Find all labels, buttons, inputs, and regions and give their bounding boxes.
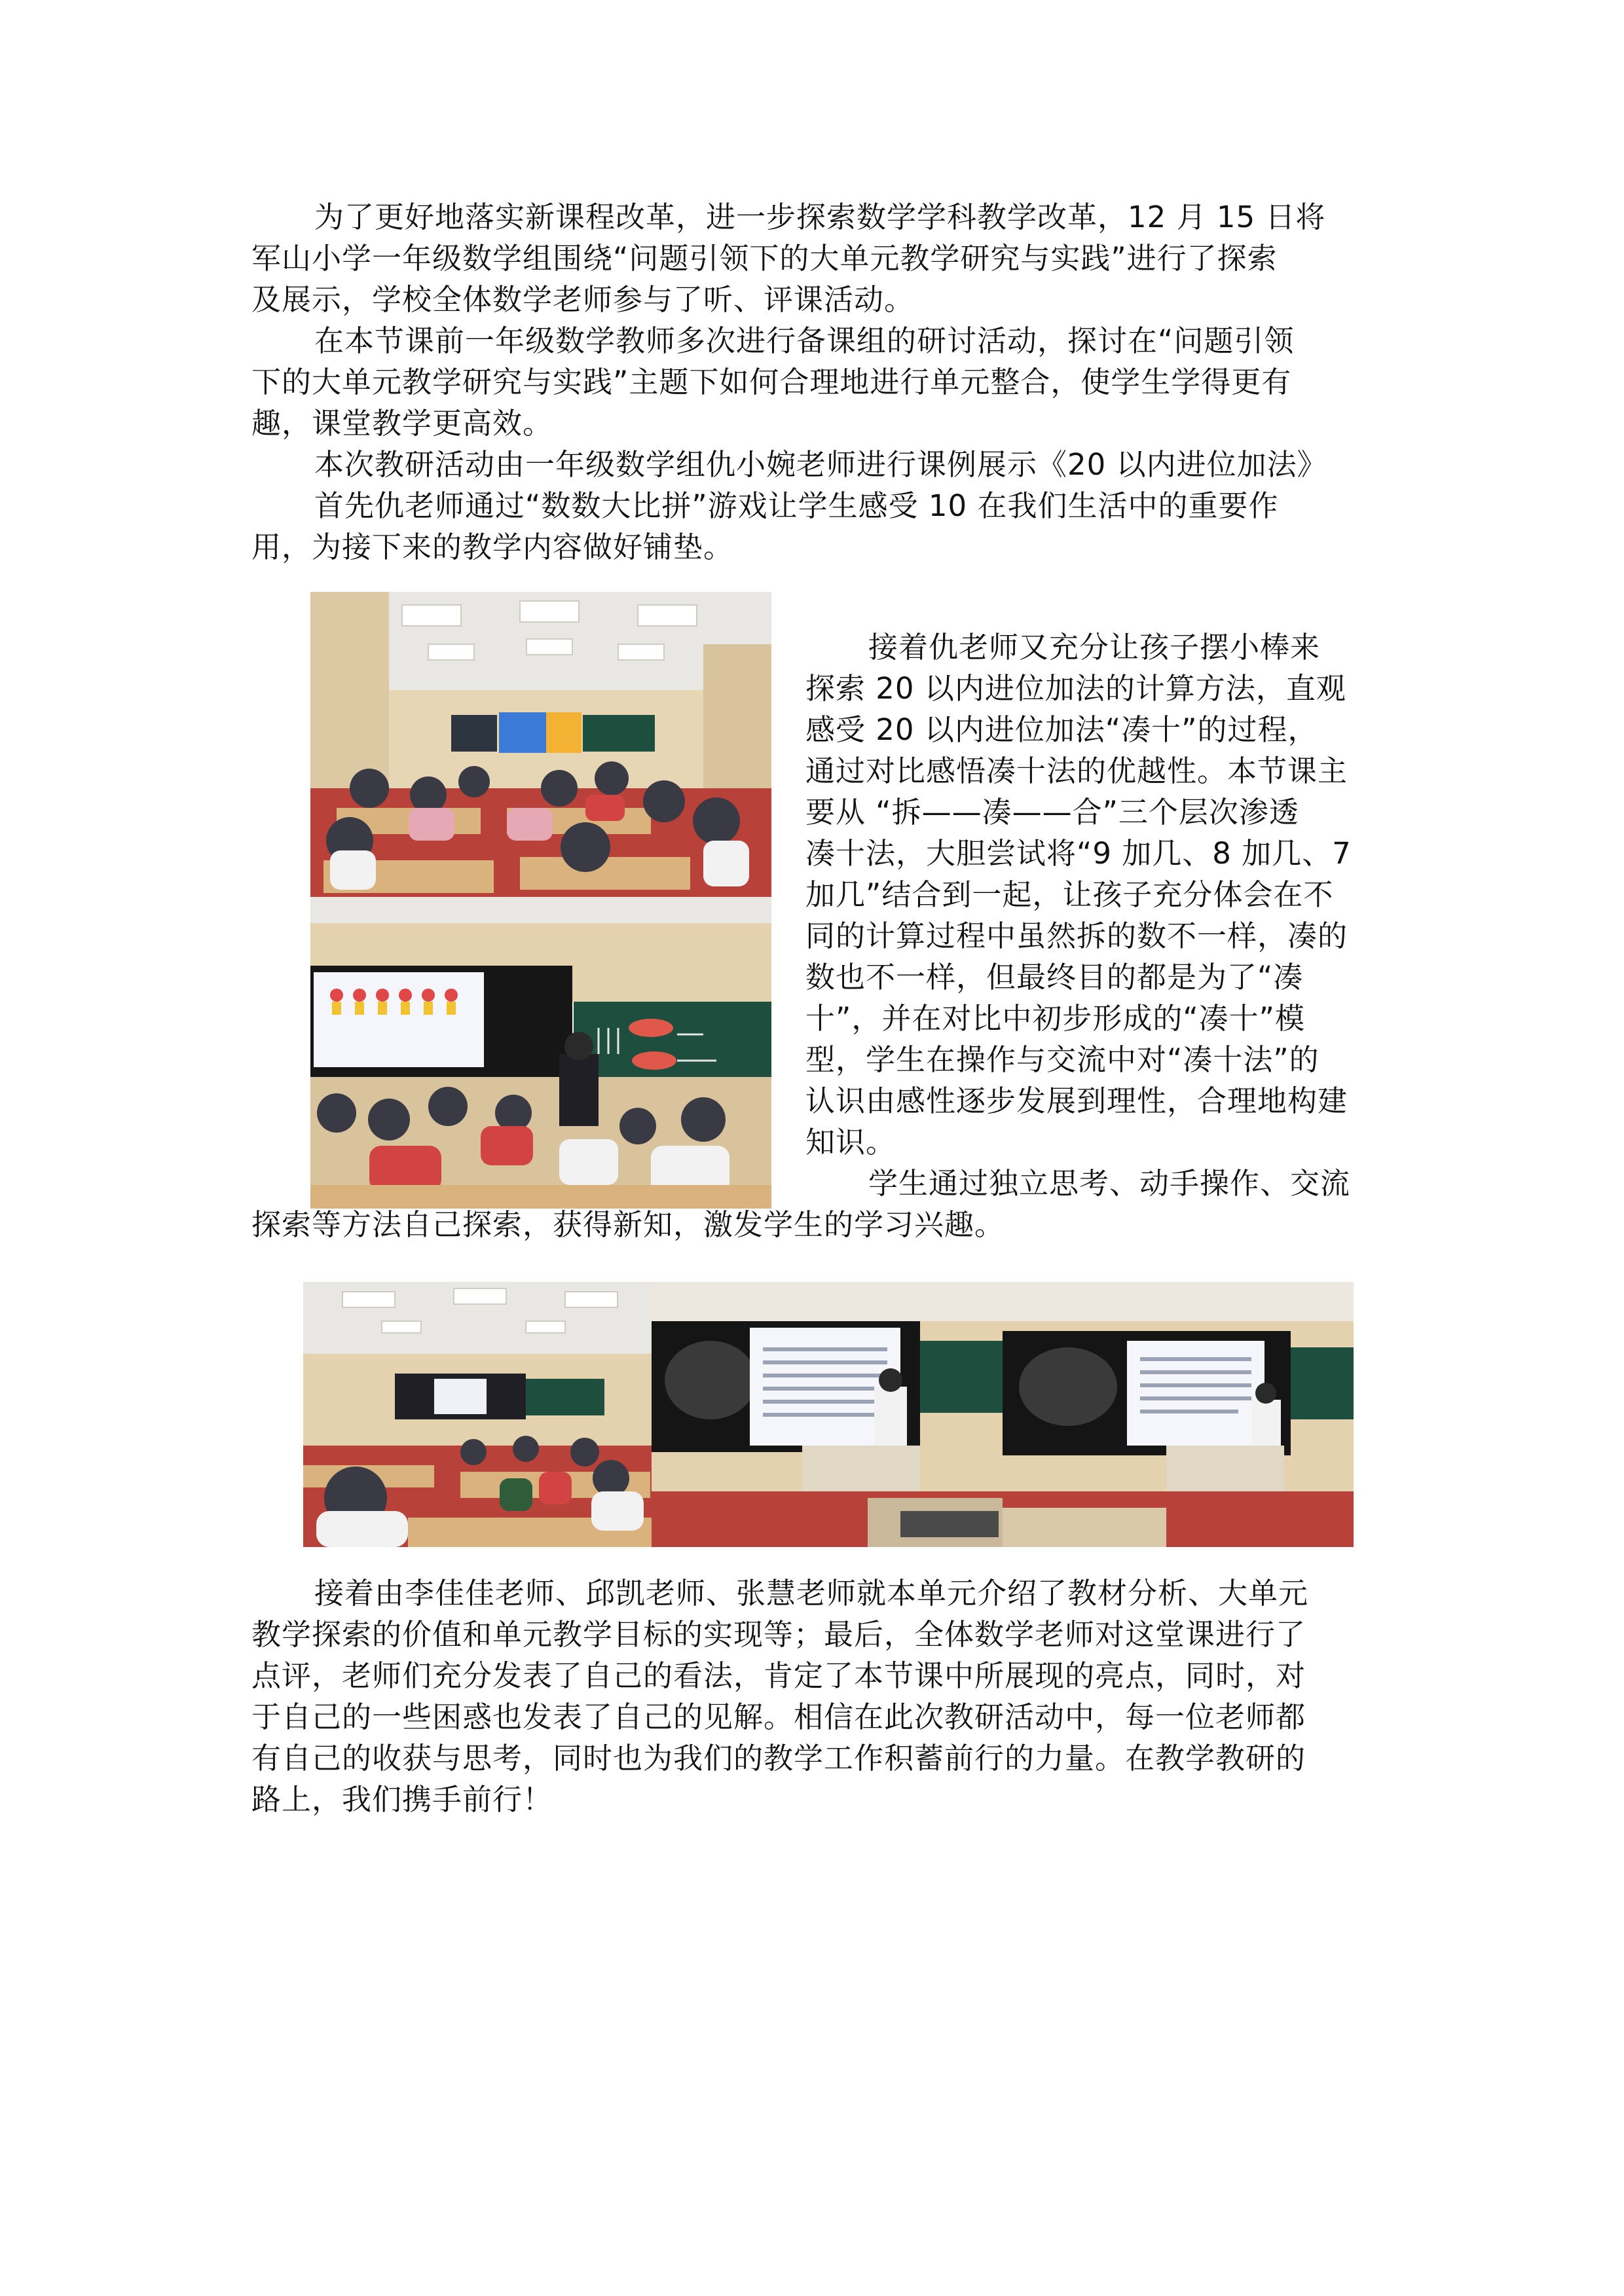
text-line: 同的计算过程中虽然拆的数不一样，凑的 xyxy=(805,919,1348,953)
paragraph-conclusion xyxy=(251,1573,1308,1820)
text-line: 点评，老师们充分发表了自己的看法，肯定了本节课中所展现的亮点，同时，对 xyxy=(251,1658,1306,1693)
text-line: 接着仇老师又充分让孩子摆小棒来 xyxy=(868,630,1321,665)
text-line: 在本节课前一年级数学教师多次进行备课组的研讨活动，探讨在“问题引领 xyxy=(314,323,1295,358)
classroom-photo-wide xyxy=(310,592,771,897)
text-line: 为了更好地落实新课程改革，进一步探索数学学科教学改革，12 月 15 日将 xyxy=(314,200,1326,234)
classroom-photo-board xyxy=(310,897,771,1209)
text-line: 有自己的收获与思考，同时也为我们的教学工作积蓄前行的力量。在教学教研的 xyxy=(251,1741,1306,1776)
text-line: 知识。 xyxy=(805,1125,896,1159)
text-line: 学生通过独立思考、动手操作、交流 xyxy=(868,1166,1351,1201)
paragraph-preparation xyxy=(251,320,1294,444)
paragraph-student-exploration xyxy=(251,1163,1350,1245)
paragraph-intro xyxy=(251,196,1325,320)
paragraph-lesson-title xyxy=(251,444,1327,485)
text-line: 路上，我们携手前行！ xyxy=(251,1782,553,1817)
text-line: 本次教研活动由一年级数学组仇小婉老师进行课例展示《20 以内进位加法》 xyxy=(314,447,1327,482)
text-line: 用，为接下来的教学内容做好铺垫。 xyxy=(251,530,734,564)
text-line: 通过对比感悟凑十法的优越性。本节课主 xyxy=(805,754,1348,788)
text-line: 军山小学一年级数学组围绕“问题引领下的大单元教学研究与实践”进行了探索 xyxy=(251,241,1278,276)
text-line: 趣，课堂教学更高效。 xyxy=(251,406,553,441)
classroom-photo-strip-3 xyxy=(1003,1282,1354,1547)
text-line: 于自己的一些困惑也发表了自己的见解。相信在此次教研活动中，每一位老师都 xyxy=(251,1700,1306,1734)
paragraph-warmup xyxy=(251,485,1279,568)
text-line: 探索 20 以内进位加法的计算方法，直观 xyxy=(805,671,1346,706)
text-line: 接着由李佳佳老师、邱凯老师、张慧老师就本单元介绍了教材分析、大单元 xyxy=(314,1576,1309,1611)
classroom-photo-strip-1 xyxy=(303,1282,652,1547)
text-line: 教学探索的价值和单元教学目标的实现等；最后，全体数学老师对这堂课进行了 xyxy=(251,1617,1306,1652)
paragraph-method xyxy=(805,627,1352,1163)
text-line: 感受 20 以内进位加法“凑十”的过程， xyxy=(805,712,1318,747)
text-line: 首先仇老师通过“数数大比拼”游戏让学生感受 10 在我们生活中的重要作 xyxy=(314,488,1279,523)
text-line: 探索等方法自己探索，获得新知，激发学生的学习兴趣。 xyxy=(251,1207,1005,1242)
text-line: 十”，并在对比中初步形成的“凑十”模 xyxy=(805,1001,1305,1036)
text-line: 凑十法，大胆尝试将“9 加几、8 加几、7 xyxy=(805,836,1352,871)
text-line: 及展示，学校全体数学老师参与了听、评课活动。 xyxy=(251,282,915,317)
classroom-photo-strip-2 xyxy=(652,1282,1003,1547)
text-line: 下的大单元教学研究与实践”主题下如何合理地进行单元整合，使学生学得更有 xyxy=(251,365,1292,399)
text-line: 认识由感性逐步发展到理性，合理地构建 xyxy=(805,1084,1348,1118)
text-line: 要从 “拆——凑——合”三个层次渗透 xyxy=(805,795,1299,829)
text-line: 型，学生在操作与交流中对“凑十法”的 xyxy=(805,1042,1320,1077)
text-line: 加几”结合到一起，让孩子充分体会在不 xyxy=(805,877,1334,912)
text-line: 数也不一样，但最终目的都是为了“凑 xyxy=(805,960,1304,994)
